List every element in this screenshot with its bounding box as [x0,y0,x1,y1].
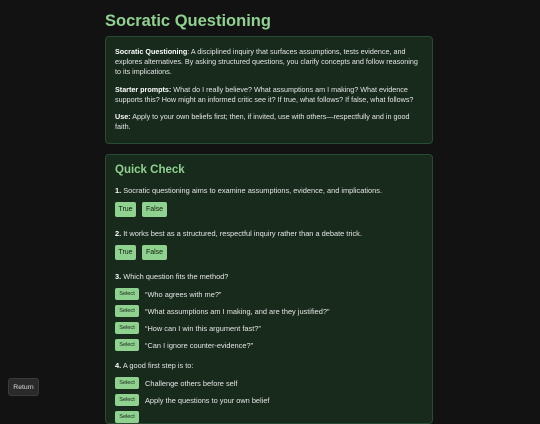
q4-option-1-select-button[interactable]: Select [115,377,139,389]
return-button[interactable]: Return [8,378,39,396]
question-text: Which question fits the method? [121,272,229,281]
q1-true-button[interactable]: True [115,202,136,217]
use-paragraph [115,112,423,132]
definition-paragraph [115,47,423,78]
question-text: Socratic questioning aims to examine assumptions, evidence, and implications. [121,186,383,195]
q3-option-3-text: “How can I win this argument fast?” [145,323,261,333]
question-4 [115,361,423,371]
question-number: 2. [115,229,122,238]
starter-text: What do I really believe? What assumptions am I making? What evidence supports this? How might an informed critic see it? If true, what follows? If false, what follows? [115,84,414,104]
definition-label: Socratic Questioning [115,47,188,56]
q1-false-button[interactable]: False [142,202,167,217]
question-2 [115,229,423,239]
q3-option-2-select-button[interactable]: Select [115,305,139,317]
question-1 [115,186,423,196]
q3-option-2-text: “What assumptions am I making, and are they justified?” [145,306,330,316]
q3-option-2 [115,305,423,317]
q4-option-3 [115,411,423,423]
page-title: Socratic Questioning [105,12,271,30]
starter-label: Starter prompts: [115,84,172,94]
use-text: Apply to your own beliefs first; then, if invited, use with others—respectfully and in good faith. [115,112,410,132]
question-text: It works best as a structured, respectful inquiry rather than a debate trick. [121,229,362,238]
quiz-title: Quick Check [115,164,185,176]
question-number: 3. [115,272,122,281]
q3-option-4 [115,339,423,351]
q4-option-3-select-button[interactable]: Select [115,411,139,423]
q3-option-4-select-button[interactable]: Select [115,339,139,351]
question-1-answers [115,202,423,217]
question-number: 4. [115,361,122,370]
q4-option-2-select-button[interactable]: Select [115,394,139,406]
question-2-answers [115,245,423,260]
question-number: 1. [115,186,122,195]
starter-paragraph [115,85,423,105]
question-3 [115,272,423,282]
question-text: A good first step is to: [121,361,194,370]
q4-option-2-text: Apply the questions to your own belief [145,395,270,405]
quiz-card [105,154,433,424]
q3-option-1-text: “Who agrees with me?” [145,289,222,299]
definition-text: : A disciplined inquiry that surfaces assumptions, tests evidence, and explores alternatives. By asking structured questions, you clarify concepts and follow reasoning to its implications. [115,47,418,77]
q3-option-1-select-button[interactable]: Select [115,288,139,300]
q3-option-1 [115,288,423,300]
q2-true-button[interactable]: True [115,245,136,260]
use-label: Use: [115,112,131,122]
q2-false-button[interactable]: False [142,245,167,260]
q4-option-1-text: Challenge others before self [145,378,238,388]
q3-option-3-select-button[interactable]: Select [115,322,139,334]
q3-option-3 [115,322,423,334]
q4-option-2 [115,394,423,406]
q4-option-1 [115,377,423,389]
intro-card [105,36,433,144]
q3-option-4-text: “Can I ignore counter-evidence?” [145,340,254,350]
